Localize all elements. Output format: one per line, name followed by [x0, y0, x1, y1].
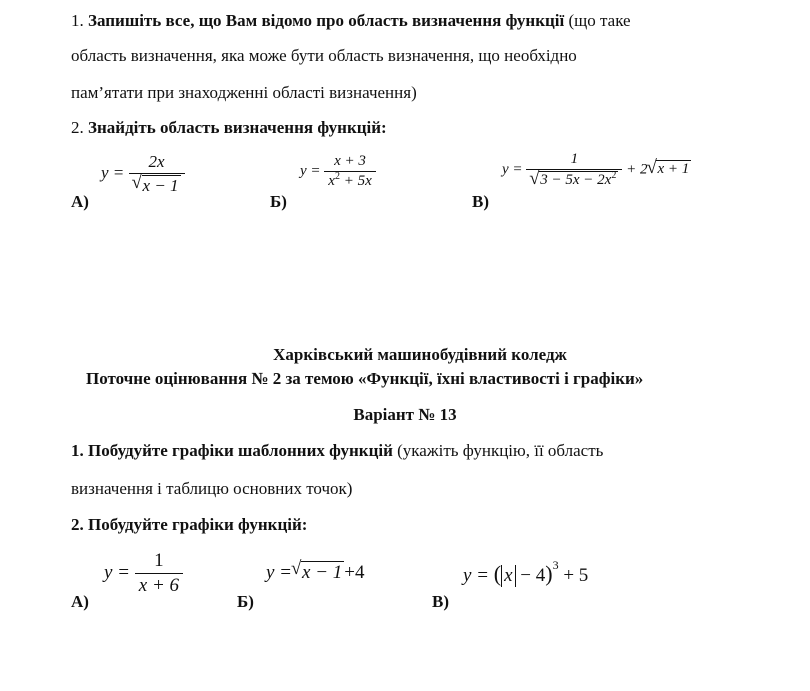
s1-fa-fraction — [129, 152, 185, 196]
s2-question-1-line-1 — [71, 440, 603, 462]
variant-title: Варіант № 13 — [353, 405, 457, 424]
s1-formula-c — [502, 151, 691, 189]
s1-fb-lhs: y = — [300, 162, 321, 179]
s1-q1-rest: (що таке — [564, 11, 631, 30]
s1-fc-lhs: y = — [502, 161, 523, 178]
s1-fb-numerator: x + 3 — [334, 153, 366, 169]
s2-fb-tail: +4 — [344, 562, 365, 583]
s1-q1-line-3: пам’ятати при знаходженні області визначення) — [71, 83, 417, 102]
s2-fa-lhs: y = — [104, 561, 131, 583]
s2-fb-lhs: y = — [266, 562, 293, 583]
s1-label-a: А) — [71, 192, 89, 211]
s1-label-b: Б) — [270, 192, 287, 211]
s2-fb-sqrt — [292, 561, 344, 584]
s2-question-2: 2. Побудуйте графіки функцій: — [71, 515, 308, 534]
s2-formula-b — [266, 561, 365, 584]
s1-label-c: В) — [472, 192, 489, 211]
s1-fc-radicand: $3 - 5x - 2x^2$ — [540, 170, 617, 188]
s2-q1-line-2: визначення і таблицю основних точок) — [71, 479, 353, 498]
assessment-title: Поточне оцінювання № 2 за темою «Функції, їхні властивості і графіки» — [86, 369, 644, 388]
s1-fa-radicand: x − 1 — [142, 176, 179, 195]
s1-formula-a — [101, 152, 185, 196]
s1-fb-fraction — [324, 153, 375, 190]
s2-fa-denominator: x + 6 — [135, 573, 183, 597]
s1-q2-number: 2. — [71, 118, 84, 137]
s1-question-2 — [71, 117, 387, 139]
s1-fc-tail: + 2 — [626, 161, 648, 178]
s1-q1-number: 1. — [71, 11, 84, 30]
s2-fc-lhs: y = — [463, 565, 490, 586]
s1-fc-numerator: 1 — [570, 151, 579, 167]
s1-fa-lhs: y = — [101, 162, 125, 182]
s1-fc-sqrt — [530, 171, 618, 189]
s2-fa-fraction — [135, 550, 183, 597]
s2-q1-rest: (укажіть функцію, її область — [392, 441, 604, 460]
s2-label-c: В) — [432, 592, 449, 611]
s1-fb-denominator: $x^2 + 5x$ — [324, 171, 375, 190]
s1-q2-bold: Знайдіть область визначення функцій: — [88, 118, 387, 137]
s2-q1-bold: 1. Побудуйте графіки шаблонних функцій — [71, 441, 393, 460]
s2-label-a: А) — [71, 592, 89, 611]
s2-fb-radicand: x − 1 — [302, 562, 343, 583]
s2-label-b: Б) — [237, 592, 254, 611]
s1-fc-fraction — [526, 151, 622, 189]
s2-fc-abs: x — [501, 565, 515, 587]
s1-q1-bold: Запишіть все, що Вам відомо про область визначення функції — [88, 11, 565, 30]
s1-formula-b — [300, 153, 376, 190]
college-name: Харківський машинобудівний коледж — [273, 345, 567, 364]
s1-question-1-line-1 — [71, 10, 631, 32]
s1-q1-line-2: область визначення, яка може бути область визначення, що необхідно — [71, 46, 577, 65]
s1-fa-sqrt — [133, 175, 181, 196]
s2-formula-a — [104, 550, 183, 597]
s1-fc-tail-sqrt: √ x + 1 — [647, 160, 691, 178]
s1-fa-numerator: 2x — [148, 152, 165, 171]
s2-formula-c: y = ( x − 4)$^3$ + 5 — [463, 558, 589, 586]
s2-fa-numerator: 1 — [154, 550, 164, 571]
